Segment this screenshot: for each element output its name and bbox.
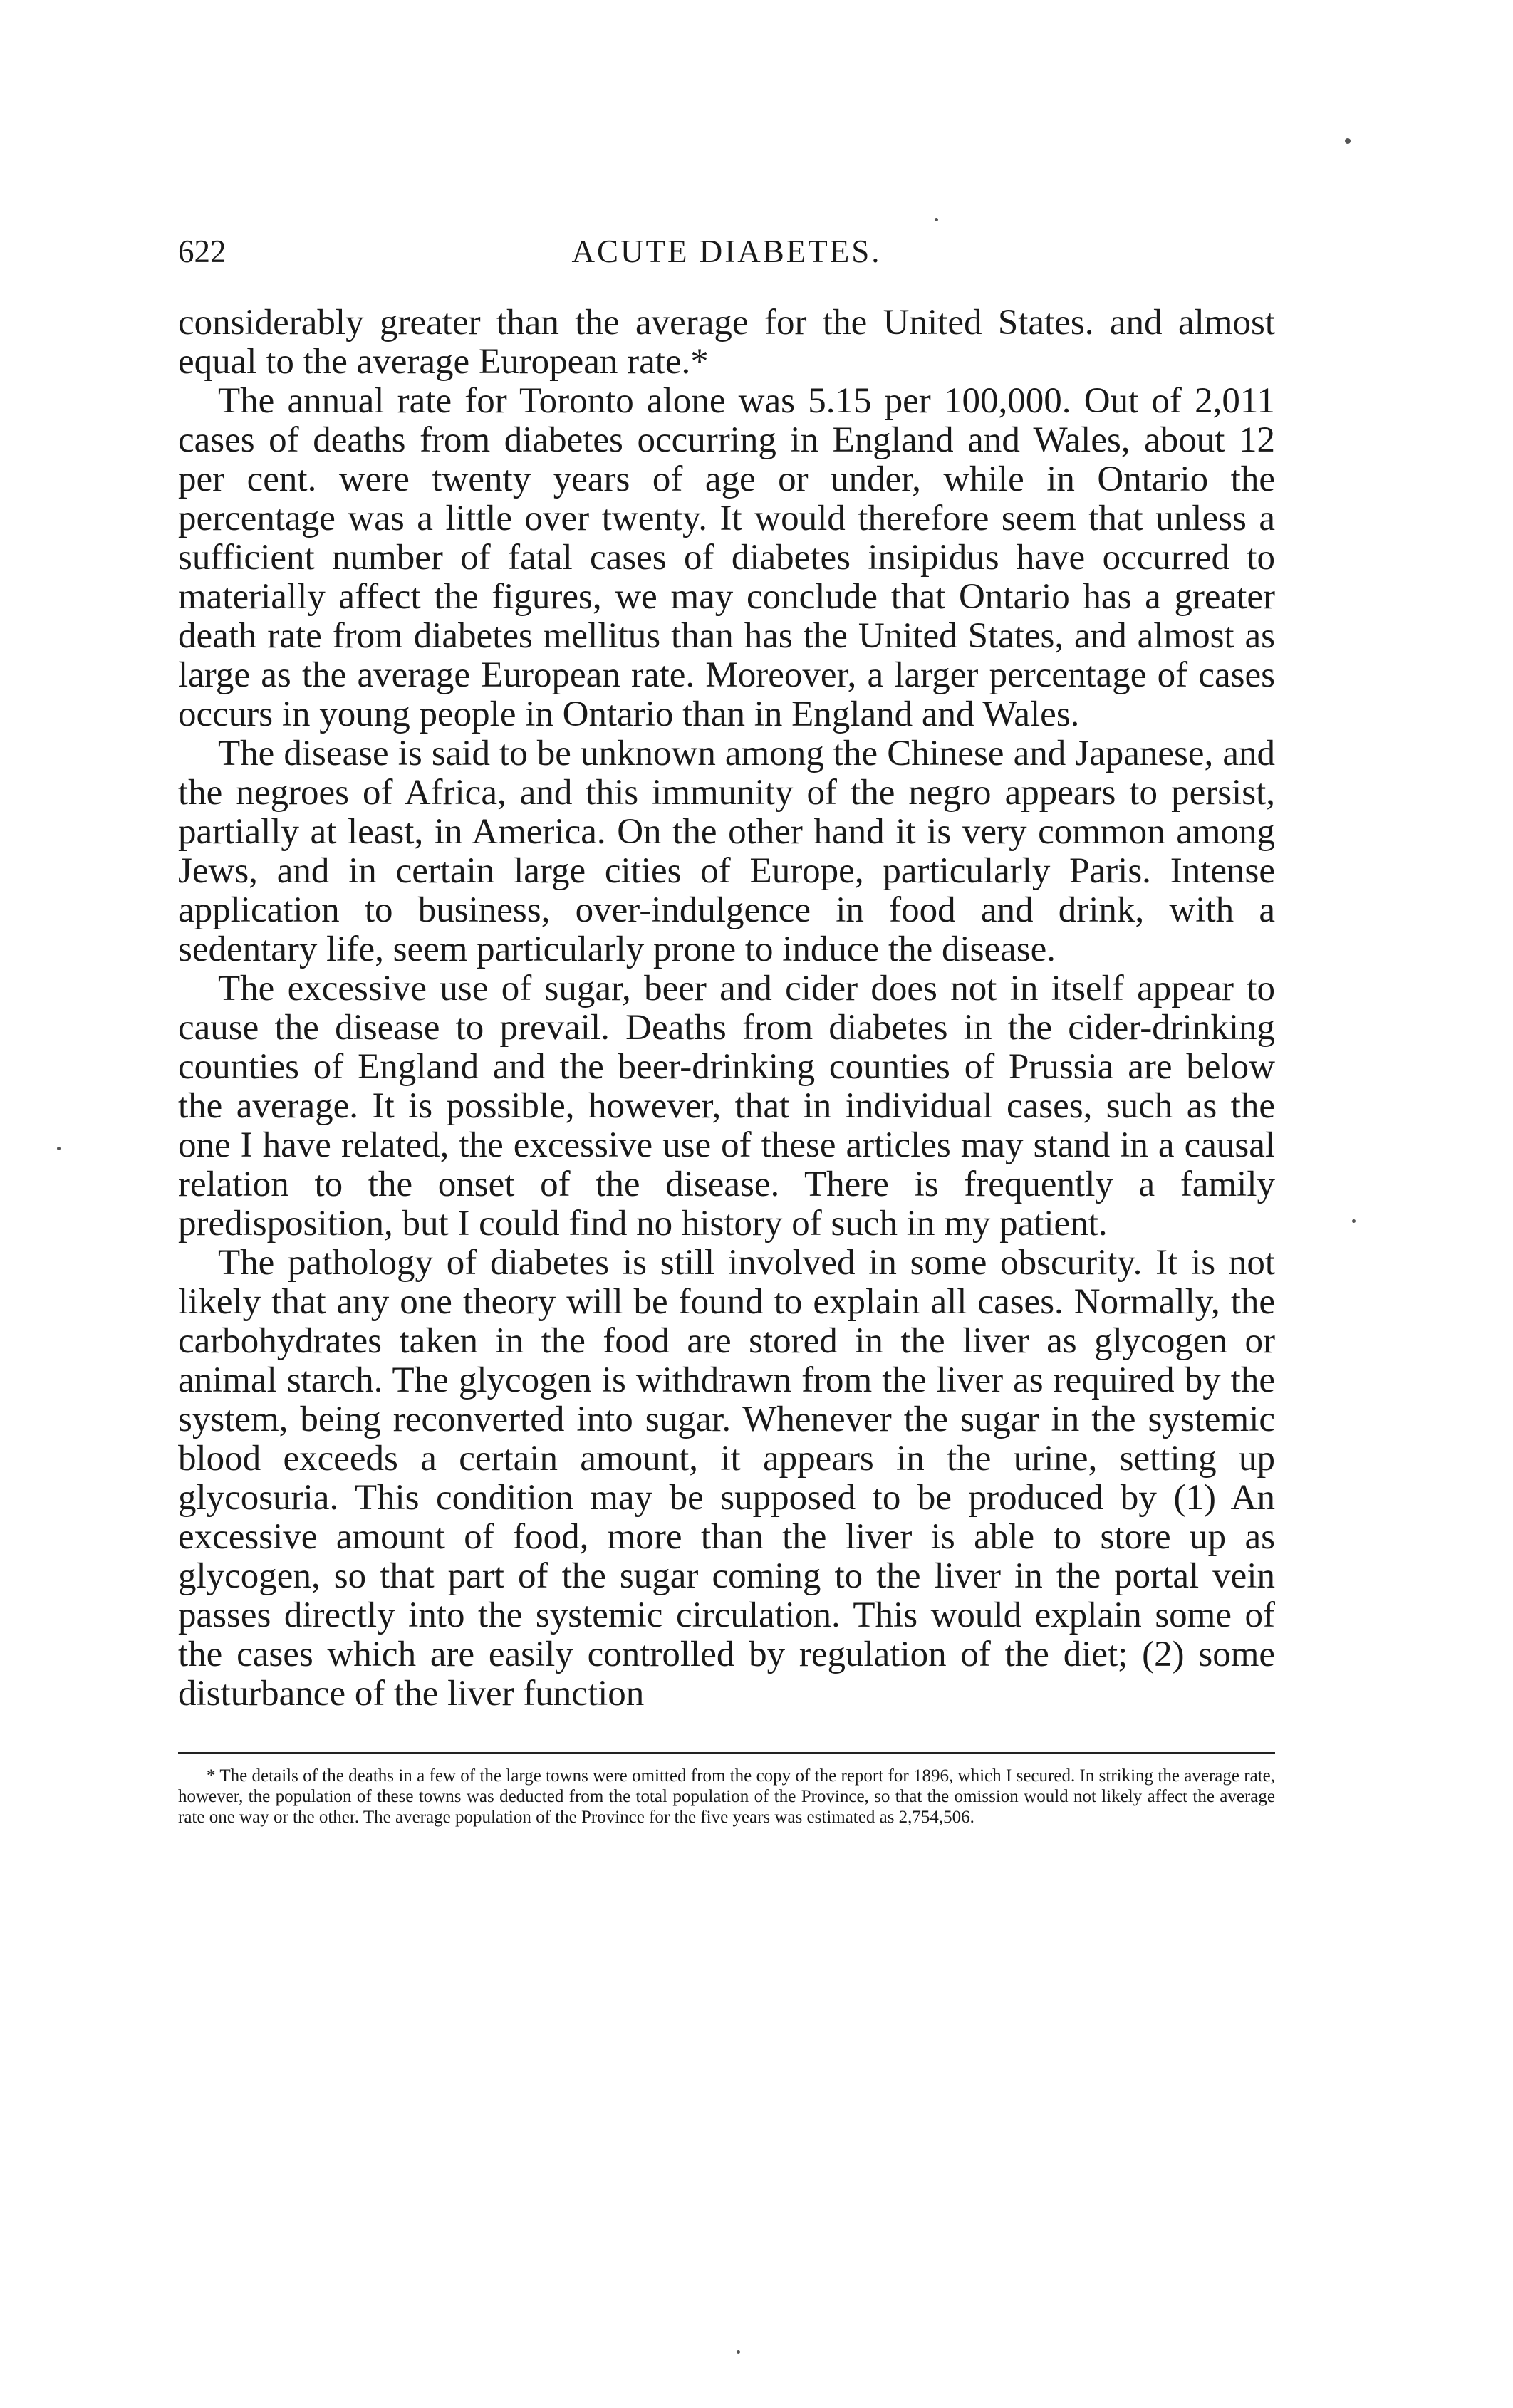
paragraph-1: considerably greater than the average for the United States. and almost equal to the average European rate.* [178, 303, 1275, 382]
paragraph-5: The pathology of diabetes is still involved in some obscurity. It is not likely that any one theory will be found to explain all cases. Normally, the carbohydrates taken in the food are stored in the liver as glycogen or animal starch. The glycogen is withdrawn from the liver as required by the system, being reconverted into sugar. Whenever the sugar in the systemic blood exceeds a certain amount, it appears in the urine, setting up glycosuria. This condition may be supposed to be produced by (1) An excessive amount of food, more than the liver is able to store up as glycogen, so that part of the sugar coming to the liver in the portal vein passes directly into the systemic circulation. This would explain some of the cases which are easily controlled by regulation of the diet; (2) some disturbance of the liver function [178, 1243, 1275, 1714]
paragraph-2: The annual rate for Toronto alone was 5.15 per 100,000. Out of 2,011 cases of deaths from diabetes occurring in England and Wales, about 12 per cent. were twenty years of age or under, while in Ontario the percentage was a little over twenty. It would therefore seem that unless a sufficient number of fatal cases of diabetes insipidus have occurred to materially affect the figures, we may conclude that Ontario has a greater death rate from diabetes mellitus than has the United States, and almost as large as the average European rate. Moreover, a larger percentage of cases occurs in young people in Ontario than in England and Wales. [178, 381, 1275, 734]
scan-speck [1352, 1219, 1356, 1223]
scan-speck [57, 1147, 61, 1150]
footnote-divider [178, 1752, 1275, 1754]
scan-speck [737, 2350, 740, 2354]
page-number: 622 [178, 234, 227, 269]
paragraph-4: The excessive use of sugar, beer and cider does not in itself appear to cause the disease to prevail. Deaths from diabetes in the cider-drinking counties of England and the beer-drinking counties of Prussia are below the average. It is possible, however, that in individual cases, such as the one I have related, the excessive use of these articles may stand in a causal relation to the onset of the disease. There is frequently a family predisposition, but I could find no history of such in my patient. [178, 969, 1275, 1244]
book-page [178, 226, 1275, 1828]
running-title: ACUTE DIABETES. [571, 234, 882, 269]
scan-speck [935, 218, 938, 221]
body-text [178, 303, 1275, 1714]
footnote: * The details of the deaths in a few of the large towns were omitted from the copy of the report for 1896, which I secured. In striking the average rate, however, the population of these towns was deducted from the total population of the Province, so that the omission would not likely affect the average rate one way or the other. The average population of the Province for the five years was estimated as 2,754,506. [178, 1766, 1275, 1827]
scan-speck [1345, 138, 1351, 144]
running-head [178, 226, 1275, 276]
paragraph-3: The disease is said to be unknown among the Chinese and Japanese, and the negroes of Africa, and this immunity of the negro appears to persist, partially at least, in America. On the other hand it is very common among Jews, and in certain large cities of Europe, particularly Paris. Intense application to business, over-indulgence in food and drink, with a sedentary life, seem particularly prone to induce the disease. [178, 734, 1275, 969]
